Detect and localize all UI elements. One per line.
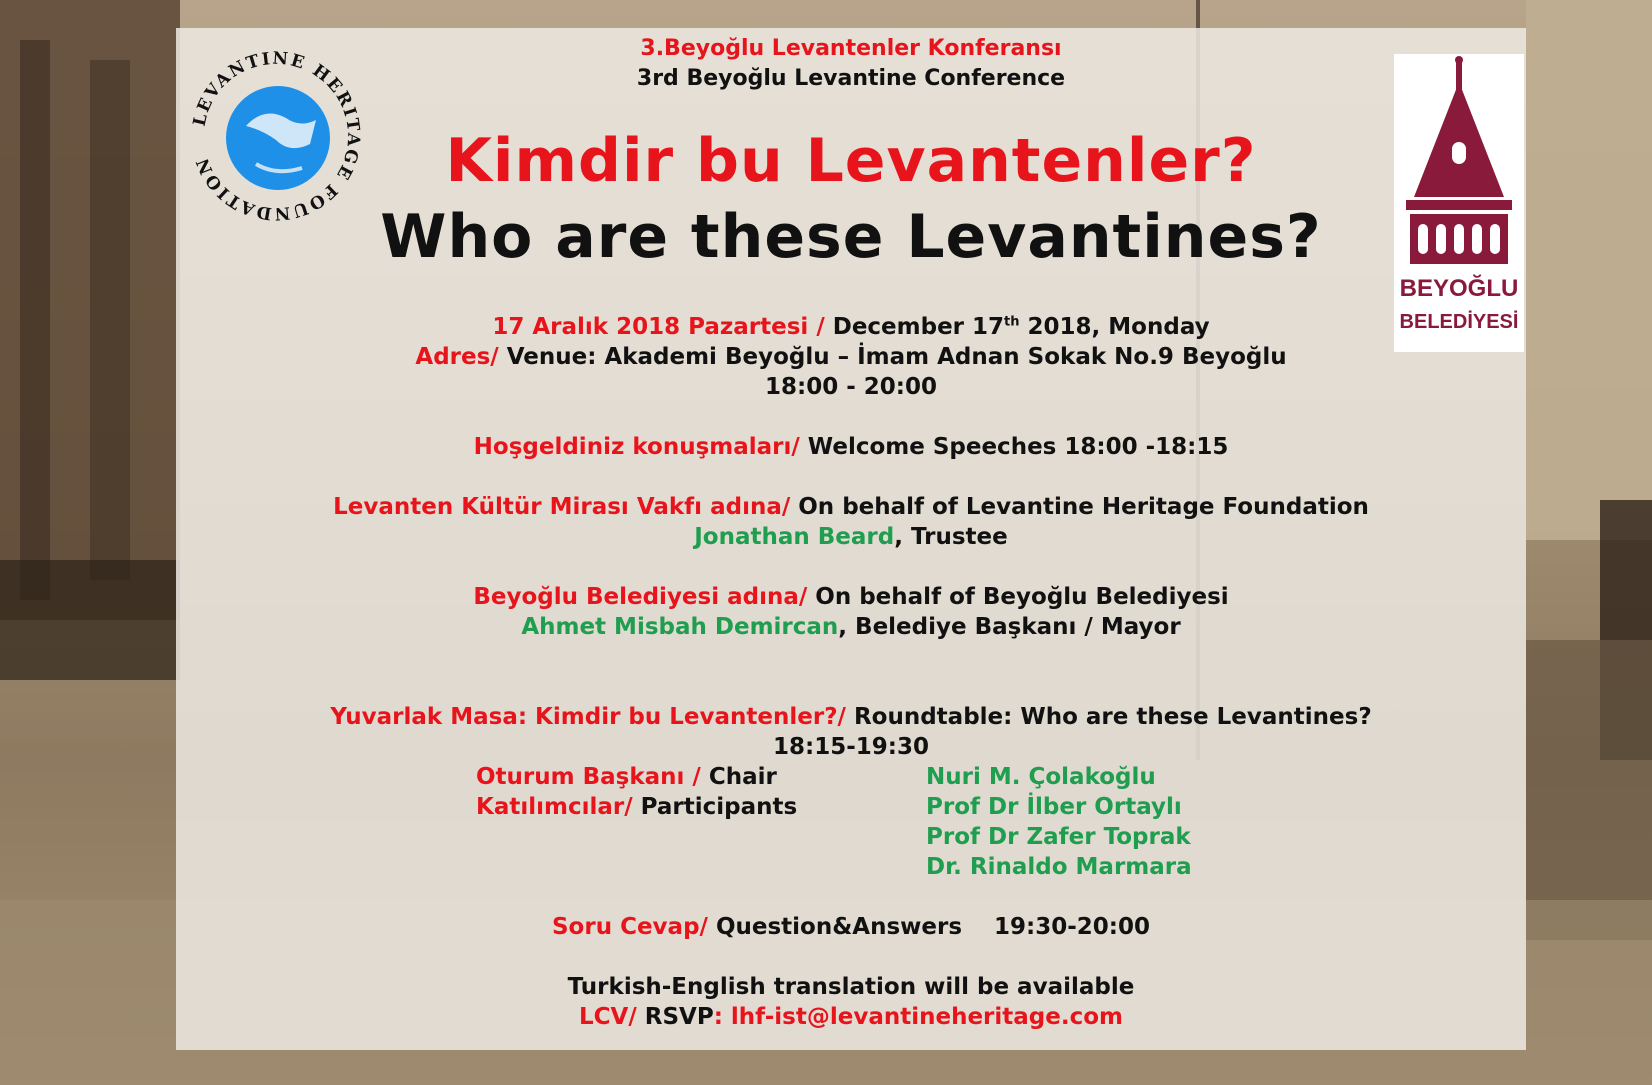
- qa-label: Soru Cevap/: [551, 914, 708, 940]
- municipality-line: [176, 584, 1526, 610]
- date-en-post: 2018, Monday: [1019, 314, 1210, 340]
- date-en-pre: December 17: [832, 314, 1005, 340]
- date-en: [833, 314, 1210, 340]
- participant-name: Prof Dr İlber Ortaylı: [926, 794, 1182, 820]
- participants-value: Participants: [632, 794, 798, 820]
- participants-label: Katılımcılar/: [476, 794, 633, 820]
- welcome-line: [176, 434, 1526, 460]
- roundtable-value: Roundtable: Who are these Levantines?: [845, 704, 1372, 730]
- foundation-speaker: [176, 524, 1526, 550]
- municipality-role: , Belediye Başkanı / Mayor: [838, 614, 1181, 640]
- qa-value: Question&Answers: [707, 914, 963, 940]
- chair-line: [476, 764, 777, 790]
- welcome-value: Welcome Speeches 18:00 -18:15: [799, 434, 1229, 460]
- lhf-ring-text: LEVANTINE HERITAGE FOUNDATION: [189, 48, 364, 224]
- roundtable-line: [176, 704, 1526, 730]
- date-en-sup: th: [1004, 314, 1020, 330]
- participant-name: Nuri M. Çolakoğlu: [926, 764, 1156, 790]
- translation-note: Turkish-English translation will be available: [567, 974, 1135, 1000]
- rsvp-line: [176, 1004, 1526, 1030]
- logo-line-1: BEYOĞLU: [1399, 275, 1519, 302]
- municipality-label: Beyoğlu Belediyesi adına/: [473, 584, 808, 610]
- participant-name: Dr. Rinaldo Marmara: [926, 854, 1192, 880]
- rsvp-value: RSVP: [636, 1004, 714, 1030]
- chair-value: Chair: [700, 764, 777, 790]
- venue-line: [176, 344, 1526, 370]
- municipality-value: On behalf of Beyoğlu Belediyesi: [807, 584, 1229, 610]
- roundtable-time: 18:15-19:30: [773, 734, 929, 760]
- qa-time: 19:30-20:00: [994, 914, 1150, 940]
- rsvp-email[interactable]: : lhf-ist@levantineheritage.com: [713, 1004, 1124, 1030]
- qa-line: [176, 914, 1526, 940]
- address-label: Adres/: [415, 344, 499, 370]
- foundation-person: Jonathan Beard: [694, 524, 895, 550]
- foundation-label: Levanten Kültür Mirası Vakfı adına/: [333, 494, 791, 520]
- chair-label: Oturum Başkanı /: [476, 764, 701, 790]
- conf-title-en: 3rd Beyoğlu Levantine Conference: [636, 66, 1066, 91]
- conf-title-tr: 3.Beyoğlu Levantenler Konferansı: [640, 36, 1062, 61]
- roundtable-label: Yuvarlak Masa: Kimdir bu Levantenler?/: [330, 704, 846, 730]
- municipality-person: Ahmet Misbah Demircan: [521, 614, 839, 640]
- participants-line: [476, 794, 797, 820]
- main-title-en: Who are these Levantines?: [380, 202, 1322, 272]
- logo-line-2: BELEDİYESİ: [1399, 311, 1519, 333]
- event-time: 18:00 - 20:00: [765, 374, 937, 400]
- foundation-line: [176, 494, 1526, 520]
- address-value: Venue: Akademi Beyoğlu – İmam Adnan Sokak No.9 Beyoğlu: [498, 344, 1287, 370]
- municipality-speaker: [176, 614, 1526, 640]
- welcome-label: Hoşgeldiniz konuşmaları/: [473, 434, 800, 460]
- participant-name: Prof Dr Zafer Toprak: [926, 824, 1191, 850]
- foundation-value: On behalf of Levantine Heritage Foundation: [790, 494, 1369, 520]
- date-tr: 17 Aralık 2018 Pazartesi /: [492, 314, 825, 340]
- foundation-role: , Trustee: [894, 524, 1008, 550]
- rsvp-label: LCV/: [578, 1004, 637, 1030]
- date-line: [176, 314, 1526, 340]
- main-title-tr: Kimdir bu Levantenler?: [445, 126, 1257, 196]
